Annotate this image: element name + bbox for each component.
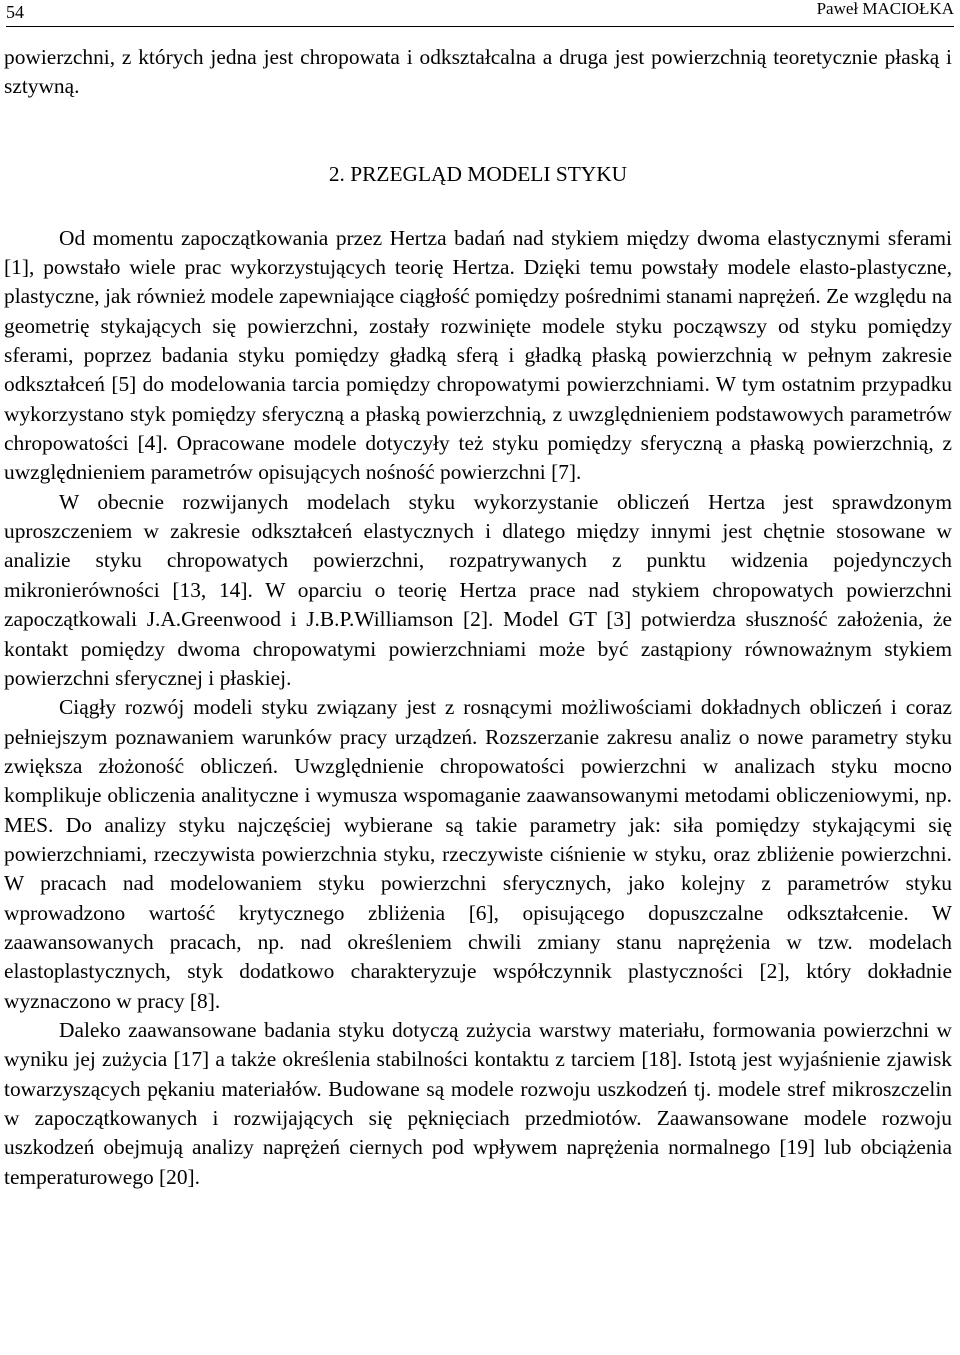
paragraph: Daleko zaawansowane badania styku dotyczą zużycia warstwy materiału, formowania powierzchni w wyniku jej zużycia [17] a także określenia stabilności kontaktu z tarciem [18]. Istotą jest wyjaśnienie zjawisk towarzyszących pękaniu materiałów. Budowane są modele rozwoju uszkodzeń tj. modele stref mikroszczelin w zapoczątkowanych i rozwijających się pęknięciach przedmiotów. Zaawansowane modele rozwoju uszkodzeń obejmują analizy naprężeń ciernych pod wpływem naprężenia normalnego [19] lub obciążenia temperaturowego [20]. (4, 1017, 952, 1189)
page-number: 54 (6, 2, 24, 22)
paragraph: Od momentu zapoczątkowania przez Hertza badań nad stykiem między dwoma elastycznymi sferami [1], powstało wiele prac wykorzystujących teorię Hertza. Dzięki temu powstały modele elasto-plastyczne, plastyczne, jak również modele zapewniające ciągłość pomiędzy pośrednimi stanami naprężeń. Ze względu na geometrię stykających się powierzchni, zostały rozwinięte modele styku począwszy od styku pomiędzy sferami, poprzez badania styku pomiędzy gładką sferą i gładką płaską powierzchnią w pełnym zakresie odkształceń [5] do modelowania tarcia pomiędzy chropowatymi powierzchniami. W tym ostatnim przypadku wykorzystano styk pomiędzy sferyczną a płaską powierzchnią, z uwzględnieniem podstawowych parametrów chropowatości [4]. Opracowane modele dotyczyły też styku pomiędzy sferyczną a płaską powierzchnią, z uwzględnieniem parametrów opisujących nośność powierzchni [7]. (4, 225, 952, 485)
continuation-paragraph: powierzchni, z których jedna jest chropowata i odkształcalna a druga jest powierzchnią teoretycznie płaską i sztywną. (4, 45, 952, 99)
section-heading: 2. PRZEGLĄD MODELI STYKU (328, 161, 628, 186)
running-author: Paweł MACIOŁKA (816, 0, 954, 18)
paragraph: W obecnie rozwijanych modelach styku wykorzystanie obliczeń Hertza jest sprawdzonym uproszczeniem w zakresie odkształceń elastycznych i dlatego między innymi jest chętnie stosowane w analizie styku chropowatych powierzchni, rozpatrywanych z punktu widzenia pojedynczych mikronierówności [13, 14]. W oparciu o teorię Hertza prace nad stykiem chropowatych powierzchni zapoczątkowali J.A.Greenwood i J.B.P.Williamson [2]. Model GT [3] potwierdza słuszność założenia, że kontakt pomiędzy dwoma chropowatymi powierzchniami może być zastąpiony równoważnym stykiem powierzchni sferycznej i płaskiej. (4, 489, 952, 690)
running-header (6, 0, 954, 27)
body-text (4, 43, 952, 1192)
paragraph: Ciągły rozwój modeli styku związany jest z rosnącymi możliwościami dokładnych obliczeń i coraz pełniejszym poznawaniem warunków pracy urządzeń. Rozszerzanie zakresu analiz o nowe parametry styku zwiększa złożoność obliczeń. Uwzględnienie chropowatości powierzchni w analizach styku mocno komplikuje obliczenia analityczne i wymusza wspomaganie zaawansowanymi metodami obliczeniowymi, np. MES. Do analizy styku najczęściej wybierane są takie parametry jak: siła pomiędzy stykającymi się powierzchniami, rzeczywista powierzchnia styku, rzeczywiste ciśnienie w styku, oraz zbliżenie powierzchni. W pracach nad modelowaniem styku powierzchni sferycznych, jako kolejny z parametrów styku wprowadzono wartość krytycznego zbliżenia [6], opisującego dopuszczalne odkształcenie. W zaawansowanych pracach, np. nad określeniem chwili zmiany stanu naprężenia w tzw. modelach elastoplastycznych, styk dodatkowo charakteryzuje współczynnik plastyczności [2], który dokładnie wyznaczono w pracy [8]. (4, 695, 952, 1013)
